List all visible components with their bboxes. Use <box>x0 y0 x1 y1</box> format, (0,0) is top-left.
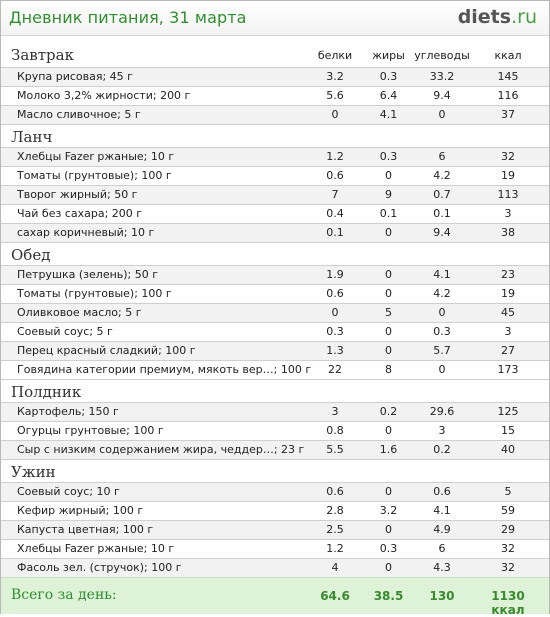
kcal-value: 38 <box>501 226 515 239</box>
fat-value: 0.3 <box>379 150 398 163</box>
kcal-value: 29 <box>501 523 515 536</box>
kcal-value: 5 <box>504 485 512 498</box>
fat-value: 6.4 <box>379 89 398 102</box>
column-header-carbs: углеводы <box>414 49 470 62</box>
protein-value: 2.8 <box>326 504 344 517</box>
food-name: Чай без сахара; 200 г <box>17 207 143 220</box>
food-name: Перец красный сладкий; 100 г <box>17 344 196 357</box>
kcal-value: 19 <box>501 169 515 182</box>
food-row <box>1 403 549 422</box>
protein-value: 0 <box>331 306 339 319</box>
total-carbs: 130 <box>429 589 455 603</box>
section-title: Ланч <box>11 128 53 146</box>
carbs-value: 9.4 <box>433 89 451 102</box>
food-name: Кефир жирный; 100 г <box>17 504 144 517</box>
kcal-value: 37 <box>501 108 515 121</box>
carbs-value: 33.2 <box>429 70 455 83</box>
section-title: Ужин <box>11 463 56 481</box>
food-name: Хлебцы Fazer ржаные; 10 г <box>17 542 175 555</box>
food-row <box>1 186 549 205</box>
food-name: Хлебцы Fazer ржаные; 10 г <box>17 150 175 163</box>
protein-value: 2.5 <box>326 523 344 536</box>
fat-value: 1.6 <box>379 443 398 456</box>
column-header-protein: белки <box>317 49 353 62</box>
food-name: сахар коричневый; 10 г <box>17 226 155 239</box>
fat-value: 0 <box>385 523 392 536</box>
section-title: Завтрак <box>11 46 74 64</box>
fat-value: 3.2 <box>379 504 398 517</box>
food-name: Картофель; 150 г <box>17 405 119 418</box>
protein-value: 4 <box>331 561 339 574</box>
protein-value: 0.4 <box>326 207 344 220</box>
food-name: Творог жирный; 50 г <box>17 188 138 201</box>
food-name: Соевый соус; 10 г <box>17 485 120 498</box>
fat-value: 0 <box>385 485 392 498</box>
protein-value: 0 <box>331 108 339 121</box>
food-row <box>1 148 549 167</box>
food-row <box>1 502 549 521</box>
kcal-value: 113 <box>497 188 519 201</box>
food-row <box>1 266 549 285</box>
fat-value: 4.1 <box>379 108 398 121</box>
food-name: Молоко 3,2% жирности; 200 г <box>17 89 191 102</box>
kcal-value: 19 <box>501 287 515 300</box>
protein-value: 7 <box>331 188 339 201</box>
kcal-value: 116 <box>497 89 519 102</box>
food-name: Томаты (грунтовые); 100 г <box>17 169 172 182</box>
kcal-value: 59 <box>501 504 515 517</box>
food-name: Томаты (грунтовые); 100 г <box>17 287 172 300</box>
carbs-value: 4.9 <box>433 523 451 536</box>
fat-value: 0 <box>385 287 392 300</box>
food-name: Оливковое масло; 5 г <box>17 306 142 319</box>
fat-value: 0 <box>385 424 392 437</box>
section-header <box>1 125 549 148</box>
carbs-value: 29.6 <box>429 405 455 418</box>
kcal-value: 32 <box>501 542 515 555</box>
fat-value: 5 <box>385 306 392 319</box>
header-bar <box>1 1 549 36</box>
food-name: Сыр с низким содержанием жира, чеддер…; 23 г <box>17 443 305 456</box>
food-row <box>1 304 549 323</box>
kcal-value: 173 <box>497 363 519 376</box>
kcal-value: 125 <box>497 405 519 418</box>
protein-value: 5.6 <box>326 89 344 102</box>
food-row <box>1 68 549 87</box>
daily-totals-bar <box>1 577 549 617</box>
section-header <box>1 380 549 403</box>
food-row <box>1 441 549 460</box>
fat-value: 0 <box>385 169 392 182</box>
section-header <box>1 460 549 483</box>
carbs-value: 4.1 <box>433 504 451 517</box>
carbs-value: 9.4 <box>433 226 451 239</box>
food-row <box>1 285 549 304</box>
kcal-value: 3 <box>504 325 512 338</box>
total-fat: 38.5 <box>373 589 404 603</box>
fat-value: 0.3 <box>379 542 398 555</box>
brand-logo[interactable] <box>458 6 537 28</box>
carbs-value: 4.2 <box>433 287 451 300</box>
kcal-value: 145 <box>497 70 519 83</box>
carbs-value: 4.3 <box>433 561 451 574</box>
fat-value: 0.3 <box>379 70 398 83</box>
total-kcal: 1130 ккал <box>491 589 525 617</box>
food-row <box>1 167 549 186</box>
carbs-value: 0.1 <box>433 207 451 220</box>
food-name: Огурцы грунтовые; 100 г <box>17 424 164 437</box>
food-name: Говядина категории премиум, мякоть вер…; 100 г <box>17 363 312 376</box>
table-header-row <box>1 41 549 68</box>
fat-value: 8 <box>385 363 392 376</box>
carbs-value: 6 <box>438 542 446 555</box>
food-name: Крупа рисовая; 45 г <box>17 70 133 83</box>
totals-label: Всего за день: <box>11 587 117 603</box>
kcal-value: 3 <box>504 207 512 220</box>
fat-value: 0 <box>385 268 392 281</box>
food-row <box>1 361 549 380</box>
fat-value: 0 <box>385 561 392 574</box>
food-row <box>1 224 549 243</box>
food-row <box>1 205 549 224</box>
total-protein: 64.6 <box>320 589 350 603</box>
carbs-value: 4.2 <box>433 169 451 182</box>
food-row <box>1 323 549 342</box>
kcal-value: 40 <box>501 443 515 456</box>
kcal-value: 32 <box>501 150 515 163</box>
carbs-value: 4.1 <box>433 268 451 281</box>
kcal-value: 15 <box>501 424 515 437</box>
carbs-value: 0.2 <box>433 443 451 456</box>
protein-value: 0.6 <box>326 287 344 300</box>
protein-value: 1.3 <box>326 344 344 357</box>
food-row <box>1 342 549 361</box>
protein-value: 1.9 <box>326 268 344 281</box>
protein-value: 22 <box>328 363 342 376</box>
kcal-value: 32 <box>501 561 515 574</box>
protein-value: 3 <box>331 405 339 418</box>
fat-value: 0 <box>385 325 392 338</box>
brand-tld: .ru <box>511 6 537 28</box>
protein-value: 0.1 <box>326 226 344 239</box>
carbs-value: 5.7 <box>433 344 451 357</box>
kcal-value: 27 <box>501 344 515 357</box>
column-header-fat: жиры <box>372 49 405 62</box>
protein-value: 5.5 <box>326 443 344 456</box>
carbs-value: 3 <box>438 424 446 437</box>
section-header <box>1 243 549 266</box>
carbs-value: 0 <box>438 108 446 121</box>
carbs-value: 0.7 <box>433 188 451 201</box>
kcal-value: 45 <box>501 306 515 319</box>
protein-value: 0.6 <box>326 485 344 498</box>
food-name: Соевый соус; 5 г <box>17 325 113 338</box>
food-row <box>1 483 549 502</box>
carbs-value: 0 <box>438 363 446 376</box>
carbs-value: 0.3 <box>433 325 451 338</box>
column-header-kcal: ккал <box>494 49 522 62</box>
protein-value: 1.2 <box>326 150 344 163</box>
carbs-value: 0 <box>438 306 446 319</box>
page-title: Дневник питания, 31 марта <box>9 8 247 27</box>
protein-value: 0.8 <box>326 424 344 437</box>
food-name: Петрушка (зелень); 50 г <box>17 268 159 281</box>
protein-value: 0.3 <box>326 325 344 338</box>
food-row <box>1 422 549 441</box>
food-name: Капуста цветная; 100 г <box>17 523 154 536</box>
section-title: Полдник <box>11 383 82 401</box>
fat-value: 0.1 <box>379 207 398 220</box>
carbs-value: 0.6 <box>433 485 451 498</box>
food-name: Масло сливочное; 5 г <box>17 108 141 121</box>
protein-value: 0.6 <box>326 169 344 182</box>
kcal-value: 23 <box>501 268 515 281</box>
section-title: Обед <box>11 246 51 264</box>
carbs-value: 6 <box>438 150 446 163</box>
fat-value: 9 <box>385 188 392 201</box>
protein-value: 1.2 <box>326 542 344 555</box>
protein-value: 3.2 <box>326 70 344 83</box>
diary-table <box>1 41 549 578</box>
fat-value: 0 <box>385 226 392 239</box>
food-row <box>1 106 549 125</box>
food-row <box>1 559 549 578</box>
fat-value: 0.2 <box>379 405 398 418</box>
food-row <box>1 521 549 540</box>
food-row <box>1 87 549 106</box>
fat-value: 0 <box>385 344 392 357</box>
brand-name: diets <box>457 6 512 28</box>
food-name: Фасоль зел. (стручок); 100 г <box>17 561 182 574</box>
food-row <box>1 540 549 559</box>
